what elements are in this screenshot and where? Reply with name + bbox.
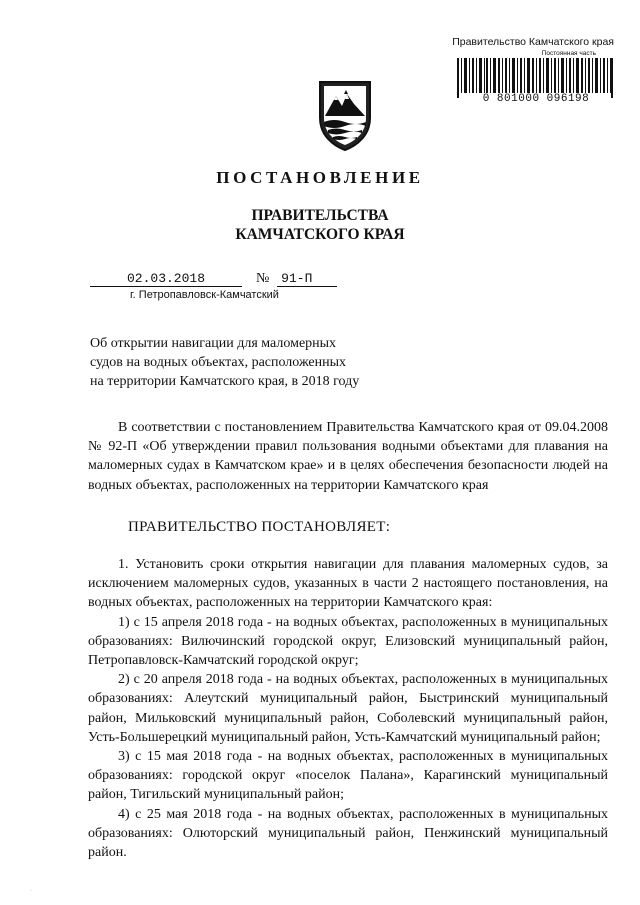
registration-stamp [452,36,614,58]
scan-artifact: · [30,888,32,894]
sub-item-4: 4) с 25 мая 2018 года - на водных объектах, расположенных в муниципальных образованиях: Олюторский муниципальный район, Пенжинский муниципальный район. [88,806,608,861]
barcode-icon [455,58,615,104]
kamchatka-coat-of-arms-icon [316,78,374,152]
item-1: 1. Установить сроки открытия навигации для плавания маломерных судов, за исключением маломерных судов, указанных в части 2 настоящего постановления, на водных объектах, расположенных на территории Камчатского края: [88,557,608,611]
date-number-line [90,271,337,287]
stamp-organization: Правительство Камчатского края [452,36,614,48]
document-date: 02.03.2018 [90,271,242,287]
document-subject: Об открытии навигации для маломерных судов на водных объектах, расположенных на территории Камчатского края, в 2018 году [90,336,360,390]
resolves-heading: ПРАВИТЕЛЬСТВО ПОСТАНОВЛЯЕТ: [128,519,391,535]
preamble [88,418,608,495]
resolution-items [88,555,608,862]
issuer-line-2: КАМЧАТСКОГО КРАЯ [235,226,405,243]
sub-item-3: 3) с 15 мая 2018 года - на водных объектах, расположенных в муниципальных образованиях: городской округ «поселок Палана», Карагинский муниципальный район, Тигильский муниципальный район; [88,749,608,803]
issuer-name [0,206,640,244]
document-title: ПОСТАНОВЛЕНИЕ [216,168,424,187]
barcode-number: 0 801000 096198 [461,93,611,105]
stamp-label: Постоянная часть [541,50,596,57]
document-city: г. Петропавловск-Камчатский [130,289,279,301]
number-sign: № [256,271,270,286]
issuer-line-1: ПРАВИТЕЛЬСТВА [251,207,389,224]
sub-item-1: 1) с 15 апреля 2018 года - на водных объектах, расположенных в муниципальных образованиях: Вилючинский городской округ, Елизовский муниципальный район, Петропавловск-Камчатский городской округ; [88,614,608,669]
document-number: 91-П [277,271,337,287]
sub-item-2: 2) с 20 апреля 2018 года - на водных объектах, расположенных в муниципальных образованиях: Алеутский муниципальный район, Быстринский муниципальный район, Мильковский муниципальный район, Соболевский муниципальный район, Усть-Большерецкий муниципальный район, Усть-Камчатский муниципальный район; [88,672,608,745]
preamble-text: В соответствии с постановлением Правительства Камчатского края от 09.04.2008 № 92-П «Об утверждении правил пользования водными объектами для плавания на маломерных судах в Камчатском крае» и в целях обеспечения безопасности людей на водных объектах, расположенных на территории Камчатского края [88,420,608,493]
